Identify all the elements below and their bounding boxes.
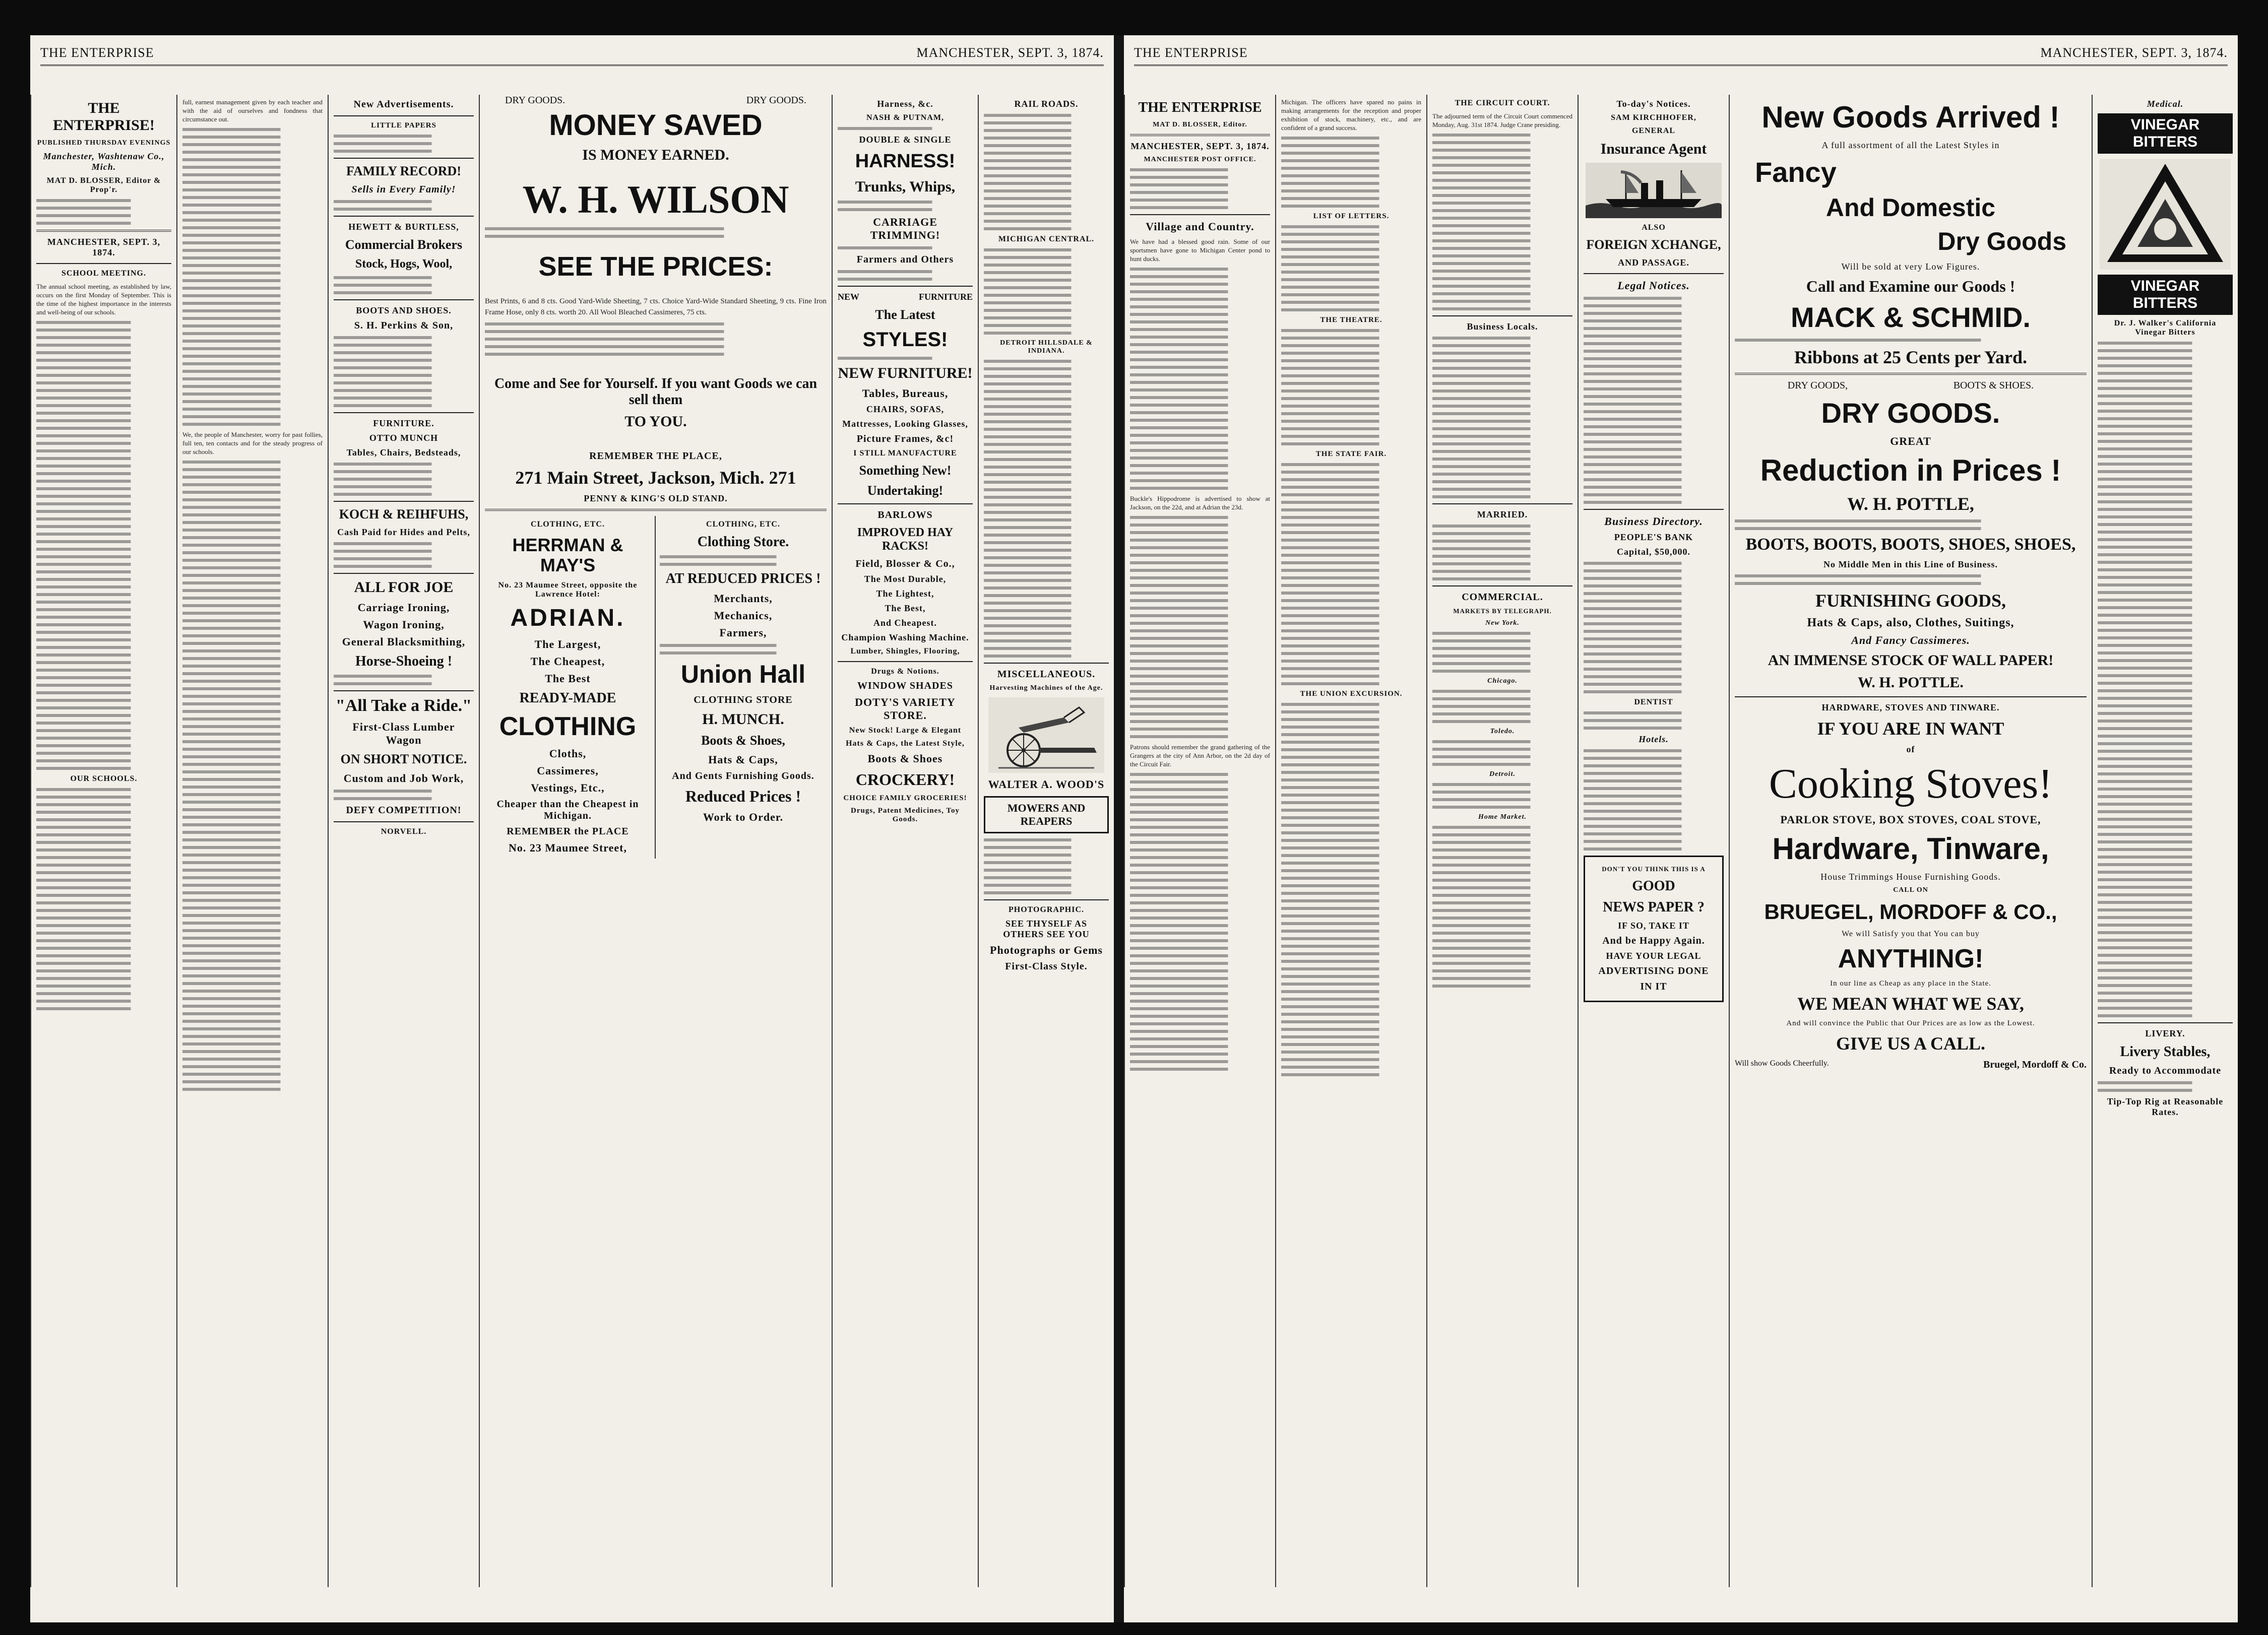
list-of-letters: LIST OF LETTERS. bbox=[1313, 212, 1390, 220]
as-cheap: In our line as Cheap as any place in the State. bbox=[1830, 979, 1991, 988]
anything: ANYTHING! bbox=[1838, 944, 1984, 974]
see-thyself: SEE THYSELF AS OTHERS SEE YOU bbox=[1003, 919, 1090, 939]
bruegel-mordoff: BRUEGEL, MORDOFF & CO., bbox=[1764, 899, 2057, 924]
the-state-fair: THE STATE FAIR. bbox=[1315, 450, 1387, 458]
good-line-3: NEWS PAPER ? bbox=[1603, 899, 1705, 915]
give-us-a-call: GIVE US A CALL. bbox=[1836, 1033, 1986, 1054]
ad-all-for-joe: ALL FOR JOE bbox=[354, 579, 454, 596]
convince: And will convince the Public that Our Prices are as low as the Lowest. bbox=[1786, 1019, 2035, 1028]
dateline: MANCHESTER, SEPT. 3, 1874. bbox=[47, 237, 161, 257]
reduced-prices: Reduced Prices ! bbox=[685, 787, 801, 806]
insurance-agent: Insurance Agent bbox=[1600, 141, 1707, 157]
our-schools-heading: OUR SCHOOLS. bbox=[70, 774, 138, 783]
school-meeting-heading: SCHOOL MEETING. bbox=[61, 269, 146, 278]
nash-putnam: NASH & PUTNAM, bbox=[866, 113, 944, 122]
furniture-tag: FURNITURE bbox=[918, 291, 973, 302]
market-home: Home Market. bbox=[1478, 813, 1527, 821]
dry-goods-tag-right: DRY GOODS. bbox=[746, 95, 806, 106]
ad-all-take-a-ride: "All Take a Ride." bbox=[335, 696, 472, 715]
photographs-gems: Photographs or Gems bbox=[990, 944, 1103, 956]
also: ALSO bbox=[1642, 223, 1666, 232]
right-masthead bbox=[1134, 45, 2228, 66]
bank-capital: Capital, $50,000. bbox=[1616, 547, 1690, 557]
sam-kirchhofer: SAM KIRCHHOFER, bbox=[1611, 113, 1696, 122]
enterprise-title: THE ENTERPRISE! bbox=[53, 100, 155, 134]
house-trimmings: House Trimmings House Furnishing Goods. bbox=[1820, 871, 2001, 882]
ad-custom-job: Custom and Job Work, bbox=[343, 772, 464, 784]
right-column-3 bbox=[1426, 95, 1578, 1587]
right-column-2 bbox=[1275, 95, 1426, 1587]
local-news-3: Patrons should remember the grand gathering of the Grangers at the city of Ann Arbor, on the 2d day of the Circuit Fair. bbox=[1130, 743, 1270, 768]
ad-family-record-sub: Sells in Every Family! bbox=[351, 184, 456, 195]
farmers-others: Farmers and Others bbox=[856, 253, 954, 265]
remember-place-2: REMEMBER the PLACE bbox=[507, 826, 629, 837]
new-furniture-line bbox=[838, 292, 973, 302]
trunks-whips: Trunks, Whips, bbox=[855, 178, 956, 195]
dry-goods-tag-left: DRY GOODS. bbox=[505, 95, 565, 106]
tag-dry-goods: DRY GOODS, bbox=[1787, 380, 1848, 391]
largest: The Largest, bbox=[534, 638, 601, 651]
pottle-tags bbox=[1735, 380, 2087, 391]
market-chicago: Chicago. bbox=[1487, 677, 1518, 685]
clothing-store-sub: CLOTHING STORE bbox=[694, 694, 793, 706]
right-column-7 bbox=[2092, 95, 2238, 1587]
mattresses: Mattresses, Looking Glasses, bbox=[842, 418, 968, 429]
right-column-1 bbox=[1124, 95, 1275, 1587]
post-office: MANCHESTER POST OFFICE. bbox=[1144, 156, 1256, 163]
ready-made: READY-MADE bbox=[519, 690, 616, 706]
price-list: Best Prints, 6 and 8 cts. Good Yard-Wide Sheeting, 7 cts. Choice Yard-Wide Standard Sheeting, 9 cts. Fine Iron Frame Hose, only 8 cts. worth 20. All Wool Bleached Cassimeres, 75 cts. bbox=[485, 297, 827, 317]
mowers-reapers: MOWERS AND REAPERS bbox=[984, 796, 1109, 833]
barlows: BARLOWS bbox=[877, 509, 933, 520]
right-columns-5-6 bbox=[1729, 95, 2092, 1587]
harvesting-machines: Harvesting Machines of the Age. bbox=[989, 684, 1103, 692]
good-line-5: And be Happy Again. bbox=[1602, 935, 1705, 946]
livery-stables: Livery Stables, bbox=[2120, 1044, 2211, 1060]
ad-boots-shoes: BOOTS AND SHOES. bbox=[356, 305, 452, 315]
union-hall-ad bbox=[656, 516, 827, 859]
clothing-tag-right: CLOTHING, ETC. bbox=[706, 520, 780, 529]
vinegar-bitters-emblem bbox=[2100, 159, 2231, 270]
boots-shoes-right: Boots & Shoes bbox=[867, 752, 943, 765]
fair-text: Michigan. The officers have spared no pains in making arrangements for the reception and proper exhibition of stock, machinery, etc., and are confident of a grand success. bbox=[1281, 98, 1421, 132]
full-assortment: A full assortment of all the Latest Styles in bbox=[1821, 140, 2000, 150]
fancy-cassimeres: And Fancy Cassimeres. bbox=[1851, 633, 1970, 646]
parlor-stove: PARLOR STOVE, BOX STOVES, COAL STOVE, bbox=[1780, 813, 2041, 826]
fancy: Fancy bbox=[1755, 156, 1837, 188]
medical-heading: Medical. bbox=[2147, 99, 2184, 109]
clothing-word: CLOTHING bbox=[499, 712, 637, 742]
money-saved-headline: MONEY SAVED bbox=[549, 109, 763, 142]
still-manufacture: I STILL MANUFACTURE bbox=[853, 448, 957, 457]
good-line-6: HAVE YOUR LEGAL bbox=[1606, 951, 1702, 961]
low-figures: Will be sold at very Low Figures. bbox=[1841, 261, 1980, 272]
money-earned-sub: IS MONEY EARNED. bbox=[582, 146, 729, 163]
page-gutter bbox=[1114, 35, 1124, 1622]
right-dateline: MANCHESTER, SEPT. 3, 1874. bbox=[1130, 141, 1270, 151]
boots-shoes: Boots & Shoes, bbox=[701, 733, 785, 748]
call-on: CALL ON bbox=[1893, 886, 1928, 894]
furnishing-goods: FURNISHING GOODS, bbox=[1815, 590, 2006, 611]
great: GREAT bbox=[1890, 434, 1931, 447]
good-line-7: ADVERTISING DONE bbox=[1598, 965, 1709, 976]
detroit-hillsdale: DETROIT HILLSDALE & INDIANA. bbox=[1000, 339, 1093, 355]
patent-medicines: Drugs, Patent Medicines, Toy Goods. bbox=[851, 806, 960, 823]
published-line: PUBLISHED THURSDAY EVENINGS bbox=[37, 139, 171, 147]
ready-accommodate: Ready to Accommodate bbox=[2109, 1065, 2222, 1076]
and-passage: AND PASSAGE. bbox=[1618, 257, 1689, 268]
left-newspaper-page bbox=[30, 35, 1114, 1622]
ad-little-papers: LITTLE PAPERS bbox=[371, 121, 436, 129]
if-you-want: IF YOU ARE IN WANT bbox=[1817, 718, 2004, 739]
ad-family-record: FAMILY RECORD! bbox=[346, 164, 461, 178]
herrman-may-name: HERRMAN & MAY'S bbox=[512, 535, 623, 575]
business-locals: Business Locals. bbox=[1467, 321, 1538, 332]
left-column-7 bbox=[978, 95, 1114, 1587]
editorial-text-1: full, earnest management given by each teacher and with the aid of ourselves and fondness that circumstance out. bbox=[182, 98, 323, 123]
hardware-tag: HARDWARE, STOVES AND TINWARE. bbox=[1821, 702, 2000, 712]
hats-caps: Hats & Caps, bbox=[708, 753, 778, 766]
groceries: CHOICE FAMILY GROCERIES! bbox=[843, 794, 967, 802]
the-latest: The Latest bbox=[875, 307, 935, 322]
good-line-1: DON'T YOU THINK THIS IS A bbox=[1602, 865, 1706, 873]
vinegar-bitters-top: VINEGAR BITTERS bbox=[2098, 113, 2233, 154]
farmers: Farmers, bbox=[719, 626, 767, 639]
photographic: PHOTOGRAPHIC. bbox=[1008, 905, 1085, 914]
left-column-3 bbox=[328, 95, 479, 1587]
hats-caps-latest: Hats & Caps, the Latest Style, bbox=[846, 739, 965, 748]
ad-horse-shoeing: Horse-Shoeing ! bbox=[355, 653, 453, 669]
steamship-illustration bbox=[1586, 163, 1722, 218]
good-line-8: IN IT bbox=[1640, 981, 1667, 992]
wall-paper: AN IMMENSE STOCK OF WALL PAPER! bbox=[1768, 651, 2054, 669]
wh-pottle: W. H. POTTLE, bbox=[1847, 493, 1974, 514]
rail-roads-heading: RAIL ROADS. bbox=[1014, 99, 1079, 109]
hay-racks: IMPROVED HAY RACKS! bbox=[857, 526, 954, 553]
double-single: DOUBLE & SINGLE bbox=[859, 135, 952, 145]
call-examine: Call and Examine our Goods ! bbox=[1806, 277, 2015, 295]
harness-word: HARNESS! bbox=[855, 151, 956, 172]
union-excursion: THE UNION EXCURSION. bbox=[1300, 690, 1403, 698]
dry-goods-headline: DRY GOODS. bbox=[1821, 397, 2000, 429]
ad-tables-chairs: Tables, Chairs, Bedsteads, bbox=[346, 447, 461, 457]
general: GENERAL bbox=[1631, 126, 1676, 135]
something-new: Something New! bbox=[859, 463, 952, 478]
editorial-text-2: We, the people of Manchester, worry for past follies, full ten, ten contacts and for the steady progress of our schools. bbox=[182, 431, 323, 455]
drugs-notions: Drugs & Notions. bbox=[871, 667, 939, 676]
good-line-4: IF SO, TAKE IT bbox=[1618, 921, 1689, 931]
left-masthead bbox=[40, 45, 1104, 66]
main-street-address: 271 Main Street, Jackson, Mich. 271 bbox=[515, 468, 796, 488]
wh-pottle-sign: W. H. POTTLE. bbox=[1858, 674, 1964, 691]
new-goods-arrived: New Goods Arrived ! bbox=[1761, 100, 2060, 134]
michigan-central: MICHIGAN CENTRAL. bbox=[998, 235, 1095, 243]
ribbons: Ribbons at 25 Cents per Yard. bbox=[1794, 347, 2028, 368]
miscellaneous: MISCELLANEOUS. bbox=[997, 669, 1096, 680]
of-word: of bbox=[1906, 744, 1915, 754]
mack-schmid: MACK & SCHMID. bbox=[1791, 301, 2031, 333]
right-column-4 bbox=[1578, 95, 1729, 1587]
cooking-stoves: Cooking Stoves! bbox=[1769, 760, 2053, 807]
ad-wagon-ironing: Wagon Ironing, bbox=[363, 618, 445, 631]
remember-place: REMEMBER THE PLACE, bbox=[589, 450, 722, 462]
picture-frames: Picture Frames, &c! bbox=[856, 433, 954, 444]
herrman-address: No. 23 Maumee Street, opposite the Lawrence Hotel: bbox=[498, 581, 638, 599]
foreign-exchange: FOREIGN XCHANGE, bbox=[1586, 237, 1721, 252]
good-newspaper-box bbox=[1584, 856, 1724, 1002]
herrman-may-ad bbox=[485, 516, 656, 859]
ad-carriage-ironing: Carriage Ironing, bbox=[357, 601, 450, 614]
styles-word: STYLES! bbox=[862, 328, 948, 351]
merchants: Merchants, bbox=[714, 592, 773, 605]
editor-line: MAT D. BLOSSER, Editor & Prop'r. bbox=[46, 176, 161, 194]
to-you: TO YOU. bbox=[624, 413, 687, 430]
court-text: The adjourned term of the Circuit Court commenced Monday, Aug. 31st 1874. Judge Crane presiding. bbox=[1432, 112, 1572, 128]
ad-defy-competition: DEFY COMPETITION! bbox=[346, 805, 462, 816]
champion-washer: Champion Washing Machine. bbox=[841, 632, 969, 642]
local-news-1: We have had a blessed good rain. Some of our sportsmen have gone to Michigan Center pond to hunt ducks. bbox=[1130, 238, 1270, 263]
ad-blacksmithing: General Blacksmithing, bbox=[342, 635, 466, 648]
cloths: Cloths, bbox=[549, 747, 587, 760]
right-masthead-date: MANCHESTER, SEPT. 3, 1874. bbox=[2040, 45, 2228, 60]
right-title: THE ENTERPRISE bbox=[1138, 100, 1262, 115]
carriage-trimming: CARRIAGE TRIMMING! bbox=[870, 215, 940, 241]
business-directory: Business Directory. bbox=[1604, 515, 1703, 528]
married: MARRIED. bbox=[1477, 509, 1528, 519]
crockery: CROCKERY! bbox=[855, 770, 955, 789]
best: The Best bbox=[545, 672, 591, 685]
vinegar-bitters-bottom: VINEGAR BITTERS bbox=[2098, 275, 2233, 315]
todays-notices: To-day's Notices. bbox=[1616, 99, 1691, 109]
walter-wood: WALTER A. WOOD'S bbox=[988, 778, 1105, 791]
satisfy: We will Satisfy you that You can buy bbox=[1842, 930, 1980, 939]
the-theatre: THE THEATRE. bbox=[1320, 316, 1382, 324]
left-column-2 bbox=[176, 95, 328, 1587]
left-column-6 bbox=[832, 95, 978, 1587]
old-stand: PENNY & KING'S OLD STAND. bbox=[584, 493, 728, 504]
dentist: DENTIST bbox=[1634, 698, 1673, 706]
lumber-shingles: Lumber, Shingles, Flooring, bbox=[850, 646, 960, 656]
chairs-sofas: CHAIRS, SOFAS, bbox=[866, 404, 944, 414]
right-newspaper-page bbox=[1124, 35, 2238, 1622]
reaper-illustration bbox=[988, 697, 1104, 773]
ad-hides-pelts: Cash Paid for Hides and Pelts, bbox=[337, 527, 470, 537]
place-line: Manchester, Washtenaw Co., Mich. bbox=[43, 151, 165, 172]
tag-boots-shoes: BOOTS & SHOES. bbox=[1953, 380, 2034, 391]
peoples-bank: PEOPLE'S BANK bbox=[1614, 532, 1693, 542]
commercial: COMMERCIAL. bbox=[1462, 592, 1543, 603]
harness-heading: Harness, &c. bbox=[877, 99, 933, 109]
and-domestic: And Domestic bbox=[1825, 193, 1996, 222]
wh-wilson-name: W. H. WILSON bbox=[522, 177, 789, 221]
work-to-order: Work to Order. bbox=[703, 811, 784, 824]
legal-notices: Legal Notices. bbox=[1617, 279, 1690, 292]
window-shades: WINDOW SHADES bbox=[857, 680, 953, 691]
cheapest: The Cheapest, bbox=[530, 655, 605, 668]
new-furniture: NEW FURNITURE! bbox=[838, 364, 973, 381]
good-line-2: GOOD bbox=[1632, 878, 1675, 894]
we-mean: WE MEAN WHAT WE SAY, bbox=[1797, 994, 2024, 1014]
tip-top-rig: Tip-Top Rig at Reasonable Rates. bbox=[2107, 1096, 2224, 1117]
ad-hewett: HEWETT & BURTLESS, bbox=[348, 222, 459, 232]
ad-furniture: FURNITURE. bbox=[373, 418, 434, 428]
hardware-tinware: Hardware, Tinware, bbox=[1772, 831, 2049, 866]
most-durable: The Most Durable, bbox=[864, 573, 947, 584]
left-masthead-paper: THE ENTERPRISE bbox=[40, 45, 154, 60]
field-blosser: Field, Blosser & Co., bbox=[855, 558, 955, 569]
markets-telegraph: MARKETS BY TELEGRAPH. bbox=[1453, 607, 1552, 615]
and-cheapest: And Cheapest. bbox=[873, 617, 937, 628]
school-meeting-text: The annual school meeting, as established by law, occurs on the first Monday of September. This is the time of the highest importance in the interests and well-being of our schools. bbox=[36, 283, 171, 316]
lightest: The Lightest, bbox=[876, 588, 934, 599]
dotys-variety: DOTY'S VARIETY STORE. bbox=[855, 695, 956, 722]
come-and-see: Come and See for Yourself. If you want Goods we can sell them bbox=[494, 376, 817, 408]
dry-goods-word: Dry Goods bbox=[1937, 227, 2066, 255]
new-tag: NEW bbox=[838, 291, 860, 302]
undertaking: Undertaking! bbox=[867, 483, 943, 498]
vestings: Vestings, Etc., bbox=[531, 781, 605, 795]
local-news-2: Buckle's Hippodrome is advertised to show at Jackson, on the 22d, and at Adrian the 23d. bbox=[1130, 495, 1270, 511]
at-reduced-prices: AT REDUCED PRICES ! bbox=[665, 571, 821, 587]
no-middle-men: No Middle Men in this Line of Business. bbox=[1823, 559, 1998, 569]
h-munch: H. MUNCH. bbox=[702, 711, 784, 728]
hats-clothes: Hats & Caps, also, Clothes, Suitings, bbox=[1807, 616, 2014, 629]
right-masthead-paper: THE ENTERPRISE bbox=[1134, 45, 1248, 60]
ad-lumber-wagon: First-Class Lumber Wagon bbox=[352, 721, 455, 746]
left-masthead-date: MANCHESTER, SEPT. 3, 1874. bbox=[916, 45, 1104, 60]
bruegel-signature: Bruegel, Mordoff & Co. bbox=[1983, 1059, 2087, 1071]
show-goods: Will show Goods Cheerfully. bbox=[1735, 1059, 1829, 1068]
ad-hewett-sub: Commercial Brokers bbox=[345, 237, 463, 252]
cheaper-than: Cheaper than the Cheapest in Michigan. bbox=[496, 799, 639, 822]
gents-furnishing: And Gents Furnishing Goods. bbox=[672, 770, 814, 782]
dr-walker: Dr. J. Walker's California Vinegar Bitters bbox=[2114, 319, 2217, 337]
market-toledo: Toledo. bbox=[1490, 728, 1515, 735]
market-new-york: New York. bbox=[1485, 619, 1520, 627]
hotels: Hotels. bbox=[1639, 734, 1669, 744]
ad-short-notice: ON SHORT NOTICE. bbox=[340, 752, 467, 766]
livery: LIVERY. bbox=[2145, 1028, 2185, 1038]
village-country: Village and Country. bbox=[1146, 220, 1254, 233]
circuit-court: THE CIRCUIT COURT. bbox=[1455, 99, 1550, 107]
dry-goods-tags bbox=[485, 95, 827, 106]
mechanics: Mechanics, bbox=[714, 609, 773, 622]
boots-boots: BOOTS, BOOTS, BOOTS, SHOES, SHOES, bbox=[1745, 535, 2076, 554]
norvell-heading: NORVELL. bbox=[381, 827, 427, 836]
no23-maumee: No. 23 Maumee Street, bbox=[508, 841, 627, 855]
reduction-in-prices: Reduction in Prices ! bbox=[1760, 453, 2061, 487]
ad-perkins: S. H. Perkins & Son, bbox=[354, 320, 454, 331]
new-stock: New Stock! Large & Elegant bbox=[849, 726, 962, 735]
left-column-1 bbox=[30, 95, 176, 1587]
new-ads-heading: New Advertisements. bbox=[353, 99, 454, 110]
left-columns-4-5 bbox=[479, 95, 832, 1587]
market-detroit: Detroit. bbox=[1489, 770, 1516, 778]
tables-bureaus: Tables, Bureaus, bbox=[862, 386, 949, 400]
union-hall-name: Union Hall bbox=[680, 660, 806, 689]
bruegel-footer bbox=[1735, 1059, 2087, 1071]
ad-hewett-stock: Stock, Hogs, Wool, bbox=[355, 257, 453, 271]
ad-otto-munch: OTTO MUNCH bbox=[369, 433, 438, 443]
ad-koch-reihfuhs: KOCH & REIHFUHS, bbox=[339, 507, 469, 521]
first-class-style: First-Class Style. bbox=[1005, 961, 1088, 972]
see-prices-headline: SEE THE PRICES: bbox=[538, 251, 773, 282]
the-best: The Best, bbox=[885, 603, 926, 613]
clothing-tag-left: CLOTHING, ETC. bbox=[531, 520, 605, 529]
adrian-word: ADRIAN. bbox=[510, 605, 625, 632]
cassimeres: Cassimeres, bbox=[537, 764, 599, 777]
right-editor: MAT D. BLOSSER, Editor. bbox=[1153, 121, 1247, 128]
clothing-store: Clothing Store. bbox=[697, 534, 789, 550]
